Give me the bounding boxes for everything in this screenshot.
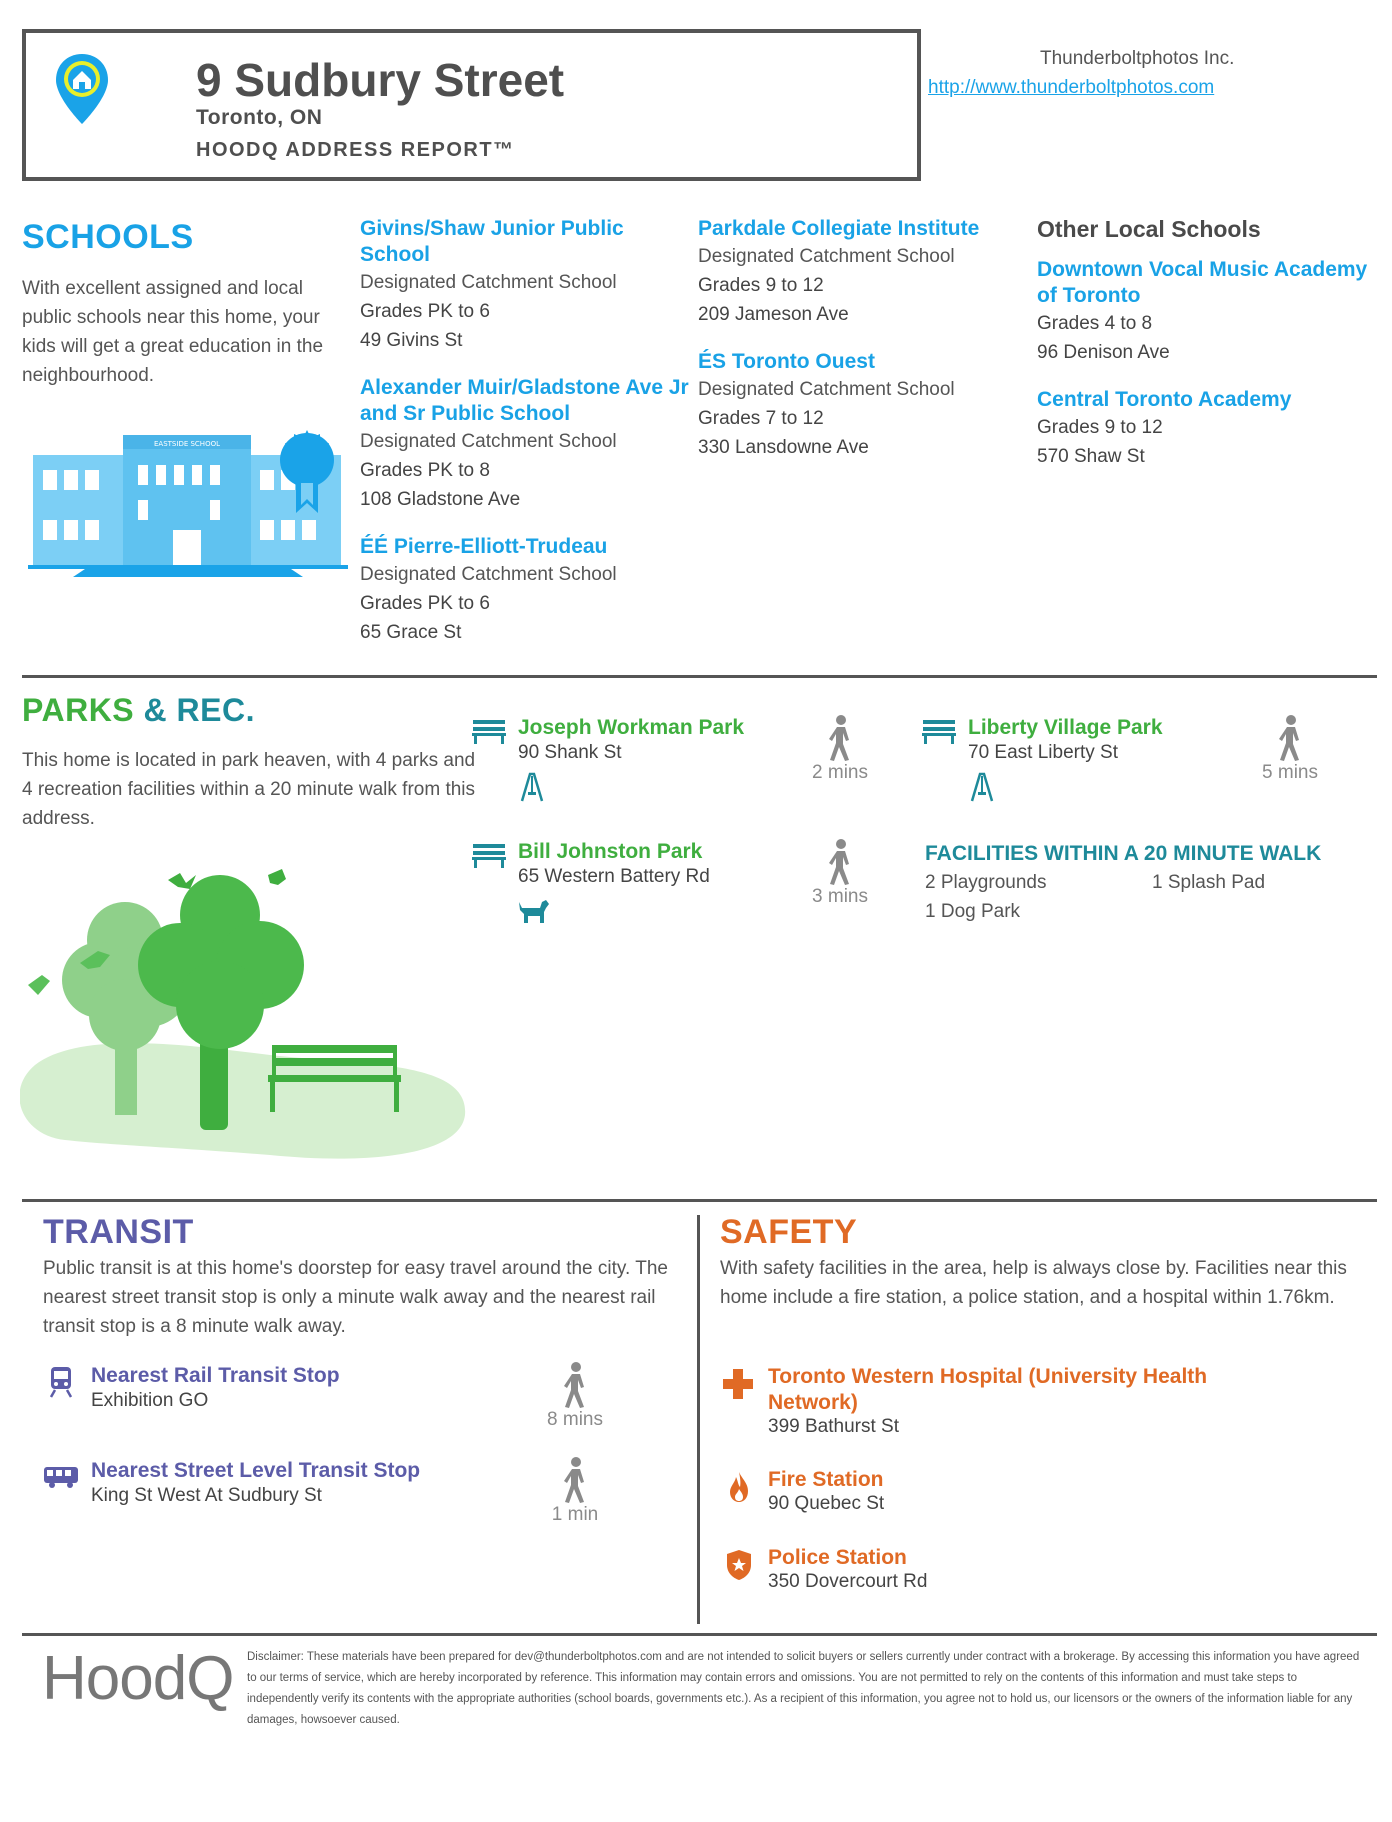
school-grades: Grades PK to 8 (360, 460, 490, 481)
facility-item: 1 Splash Pad (1152, 872, 1266, 893)
school-address: 570 Shaw St (1037, 446, 1145, 467)
street-transit-stop: King St West At Sudbury St (91, 1485, 322, 1506)
school-grades: Grades 7 to 12 (698, 408, 824, 429)
street-transit-label: Nearest Street Level Transit Stop (91, 1459, 421, 1482)
footer-divider (22, 1633, 1377, 1636)
school-column-1 (360, 216, 690, 647)
train-icon (49, 1366, 73, 1398)
school-entry (360, 216, 690, 355)
parks-heading-word: PARKS (22, 692, 135, 728)
walk-time (525, 1456, 625, 1526)
school-name[interactable]: ÉS Toronto Ouest (698, 350, 875, 373)
parks-heading-rec: REC. (176, 692, 255, 728)
school-address: 330 Lansdowne Ave (698, 437, 869, 458)
school-entry (360, 534, 690, 647)
school-illustration (28, 425, 348, 580)
walking-person-icon (560, 1456, 590, 1504)
school-column-3 (1037, 216, 1377, 471)
schools-intro: With excellent assigned and local public schools near this home, your kids will get a great education in the neighbourhood. (22, 278, 324, 386)
bus-icon (43, 1465, 79, 1489)
walk-time-label: 2 mins (812, 762, 868, 783)
school-name[interactable]: Alexander Muir/Gladstone Ave Jr and Sr Public School (360, 376, 689, 425)
school-type: Designated Catchment School (360, 431, 617, 452)
hospital-name: Toronto Western Hospital (University Health Network) (768, 1365, 1208, 1414)
playground-icon (518, 772, 546, 802)
walk-time (790, 714, 890, 784)
school-address: 65 Grace St (360, 622, 462, 643)
walk-time (1240, 714, 1340, 784)
school-name[interactable]: Parkdale Collegiate Institute (698, 217, 980, 240)
school-grades: Grades 9 to 12 (1037, 417, 1163, 438)
park-illustration (20, 855, 470, 1165)
walk-time-label: 8 mins (547, 1409, 603, 1430)
report-title: HOODQ ADDRESS REPORT™ (196, 139, 515, 161)
transit-heading: TRANSIT (43, 1213, 194, 1251)
facilities-block (925, 842, 1375, 922)
walking-person-icon (1275, 714, 1305, 762)
school-address: 49 Givins St (360, 330, 463, 351)
school-entry (698, 216, 1028, 329)
walking-person-icon (560, 1361, 590, 1409)
park-name: Bill Johnston Park (518, 840, 703, 863)
walk-time-label: 3 mins (812, 886, 868, 907)
hospital-address: 399 Bathurst St (768, 1416, 899, 1437)
police-station-name: Police Station (768, 1546, 907, 1569)
school-grades: Grades 4 to 8 (1037, 313, 1153, 334)
schools-heading: SCHOOLS (22, 218, 194, 256)
bench-icon (472, 718, 506, 744)
flame-icon (728, 1471, 750, 1503)
park-address: 65 Western Battery Rd (518, 866, 710, 887)
playground-icon (968, 772, 996, 802)
safety-intro: With safety facilities in the area, help is always close by. Facilities near this home include a fire station, a police station, and a hospital within 1.76km. (720, 1258, 1347, 1308)
walk-time (790, 838, 890, 908)
address-city: Toronto, ON (196, 106, 323, 129)
park-name: Liberty Village Park (968, 716, 1163, 739)
walking-person-icon (825, 714, 855, 762)
home-pin-icon (53, 52, 111, 126)
school-name[interactable]: ÉÉ Pierre-Elliott-Trudeau (360, 535, 608, 558)
school-grades: Grades PK to 6 (360, 593, 490, 614)
police-badge-icon (726, 1549, 752, 1581)
hoodq-logo: HoodQ (42, 1644, 234, 1713)
school-grades: Grades 9 to 12 (698, 275, 824, 296)
school-sign-text: EASTSIDE SCHOOL (154, 440, 220, 448)
transit-intro: Public transit is at this home's doorstep for easy travel around the city. The nearest street transit stop is only a minute walk away and the nearest rail transit stop is a 8 minute walk away. (43, 1258, 668, 1337)
school-entry (1037, 257, 1377, 367)
facility-item: 1 Dog Park (925, 901, 1021, 922)
walking-person-icon (825, 838, 855, 886)
walk-time-label: 5 mins (1262, 762, 1318, 783)
school-type: Designated Catchment School (698, 246, 955, 267)
school-name[interactable]: Central Toronto Academy (1037, 388, 1292, 411)
column-divider (697, 1215, 700, 1624)
school-type: Designated Catchment School (360, 272, 617, 293)
parks-heading-amp: & (143, 692, 168, 728)
walk-time-label: 1 min (551, 1504, 599, 1525)
school-column-2 (698, 216, 1028, 462)
bench-icon (472, 842, 506, 868)
school-type: Designated Catchment School (698, 379, 955, 400)
school-entry (698, 349, 1028, 462)
school-address: 209 Jameson Ave (698, 304, 849, 325)
dog-icon (518, 898, 550, 924)
parks-intro: This home is located in park heaven, with 4 parks and 4 recreation facilities within a 20 minute walk from this address. (22, 750, 476, 829)
company-name: Thunderboltphotos Inc. (1040, 48, 1235, 69)
walk-time (525, 1361, 625, 1431)
fire-station-name: Fire Station (768, 1468, 884, 1491)
section-divider (22, 1199, 1377, 1202)
section-divider (22, 675, 1377, 678)
school-entry (1037, 387, 1377, 471)
rail-transit-stop: Exhibition GO (91, 1390, 209, 1411)
park-address: 70 East Liberty St (968, 742, 1118, 763)
park-address: 90 Shank St (518, 742, 622, 763)
park-name: Joseph Workman Park (518, 716, 745, 739)
disclaimer-text: Disclaimer: These materials have been prepared for dev@thunderboltphotos.com and are not intended to solicit buyers or sellers currently under contract with a brokerage. By accessing this information you have agreed to our terms of service, which are hereby incorporated by reference. This information may contain errors and omissions. You are not permitted to rely on the contents of this information and must take steps to independently verify its contents with the appropriate authorities (school boards, governments etc.). As a recipient of this information, you agree not to hold us, our licensors or the owners of the information liable for any damages, howsoever caused. (247, 1651, 1360, 1726)
address-title: 9 Sudbury Street (196, 54, 565, 106)
school-name[interactable]: Downtown Vocal Music Academy of Toronto (1037, 258, 1368, 307)
school-address: 108 Gladstone Ave (360, 489, 521, 510)
bench-icon (922, 718, 956, 744)
fire-station-address: 90 Quebec St (768, 1493, 885, 1514)
other-schools-heading: Other Local Schools (1037, 216, 1261, 242)
company-link[interactable]: http://www.thunderboltphotos.com (928, 77, 1215, 98)
police-station-address: 350 Dovercourt Rd (768, 1571, 928, 1592)
parks-heading (22, 692, 255, 729)
school-name[interactable]: Givins/Shaw Junior Public School (360, 217, 624, 266)
safety-heading: SAFETY (720, 1213, 858, 1251)
facility-item: 2 Playgrounds (925, 872, 1047, 893)
hospital-cross-icon (722, 1368, 754, 1400)
school-grades: Grades PK to 6 (360, 301, 490, 322)
rail-transit-label: Nearest Rail Transit Stop (91, 1364, 340, 1387)
facilities-heading: FACILITIES WITHIN A 20 MINUTE WALK (925, 842, 1322, 865)
school-entry (360, 375, 690, 514)
school-type: Designated Catchment School (360, 564, 617, 585)
school-address: 96 Denison Ave (1037, 342, 1170, 363)
